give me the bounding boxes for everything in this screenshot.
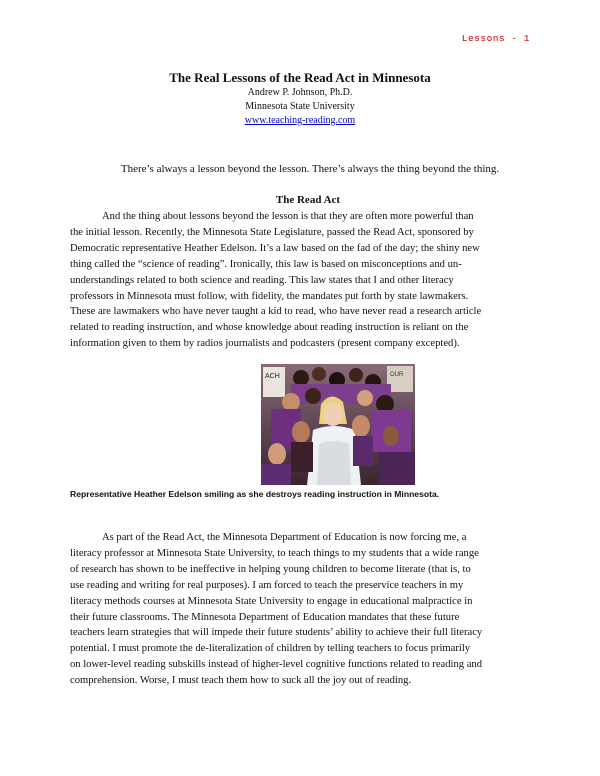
sign-text-left: ACH — [265, 373, 280, 380]
text-line: Democratic representative Heather Edelson. It’s a law based on the fad of the day; the shiny new — [70, 242, 480, 254]
author-website-line — [0, 115, 600, 126]
body-paragraph-2 — [70, 530, 540, 689]
author-name: Andrew P. Johnson, Ph.D. — [247, 87, 353, 98]
text-line: on lower-level reading subskills instead of higher-level cognitive functions related to reading and — [70, 659, 483, 671]
text-line: information given to them by radios journalists and podcasters (present company excepted). — [70, 338, 460, 350]
text-line: literacy methods courses at Minnesota State University to engage in educational malpractice in — [70, 595, 473, 607]
text-line: These are lawmakers who have never taught a kid to read, who have never read a research article — [70, 306, 482, 318]
text-line: related to reading instruction, and whose knowledge about reading instruction is reliant on the — [70, 322, 469, 334]
text-line: professors in Minnesota must follow, with fidelity, the mandates put forth by state lawmakers. — [70, 290, 469, 302]
protest-sign-left — [263, 367, 285, 397]
website-link[interactable]: www.teaching-reading.com — [244, 115, 356, 126]
text-line: As part of the Read Act, the Minnesota Department of Education is now forcing me, a — [102, 532, 467, 543]
text-line: thing called the “science of reading”. Ironically, this law is based on misconceptions and un- — [70, 258, 462, 270]
text-line: comprehension. Worse, I must teach them how to suck all the joy out of reading. — [70, 675, 412, 687]
text-line: use reading and writing for real purposes). I am forced to teach the preservice teachers in my — [70, 579, 464, 591]
author-affiliation: Minnesota State University — [245, 101, 355, 112]
text-line: And the thing about lessons beyond the lesson is that they are often more powerful than — [102, 211, 474, 222]
text-line: potential. I must promote the de-literalization of children by telling teachers to focus primarily — [70, 643, 471, 655]
text-line: understandings related to both science and reading. This law states that I and other literacy — [70, 274, 454, 286]
news-photo — [261, 364, 415, 485]
crowd-photo-illustration — [261, 364, 415, 485]
body-paragraph-1 — [70, 209, 540, 352]
text-line: literacy professor at Minnesota State University, to teach things to my students that a wide range — [70, 547, 479, 559]
page-title: The Real Lessons of the Read Act in Minnesota — [169, 70, 431, 85]
intro-sentence: There’s always a lesson beyond the lesson. There’s always the thing beyond the thing. — [120, 163, 500, 175]
text-line: the initial lesson. Recently, the Minnesota State Legislature, passed the Read Act, sponsored by — [70, 226, 474, 238]
text-line: their future classrooms. The Minnesota Department of Education mandates that these future — [70, 611, 460, 623]
running-head: Lessons - 1 — [461, 33, 530, 44]
sign-text-right: OUR — [390, 372, 404, 378]
text-line: teachers learn strategies that will impede their future students’ ability to achieve their full literacy — [70, 627, 483, 639]
text-line: of research has shown to be ineffective in helping young children to become literate (that is, to — [70, 563, 471, 575]
section-heading: The Read Act — [275, 194, 341, 206]
photo-caption: Representative Heather Edelson smiling as she destroys reading instruction in Minnesota. — [70, 489, 440, 499]
